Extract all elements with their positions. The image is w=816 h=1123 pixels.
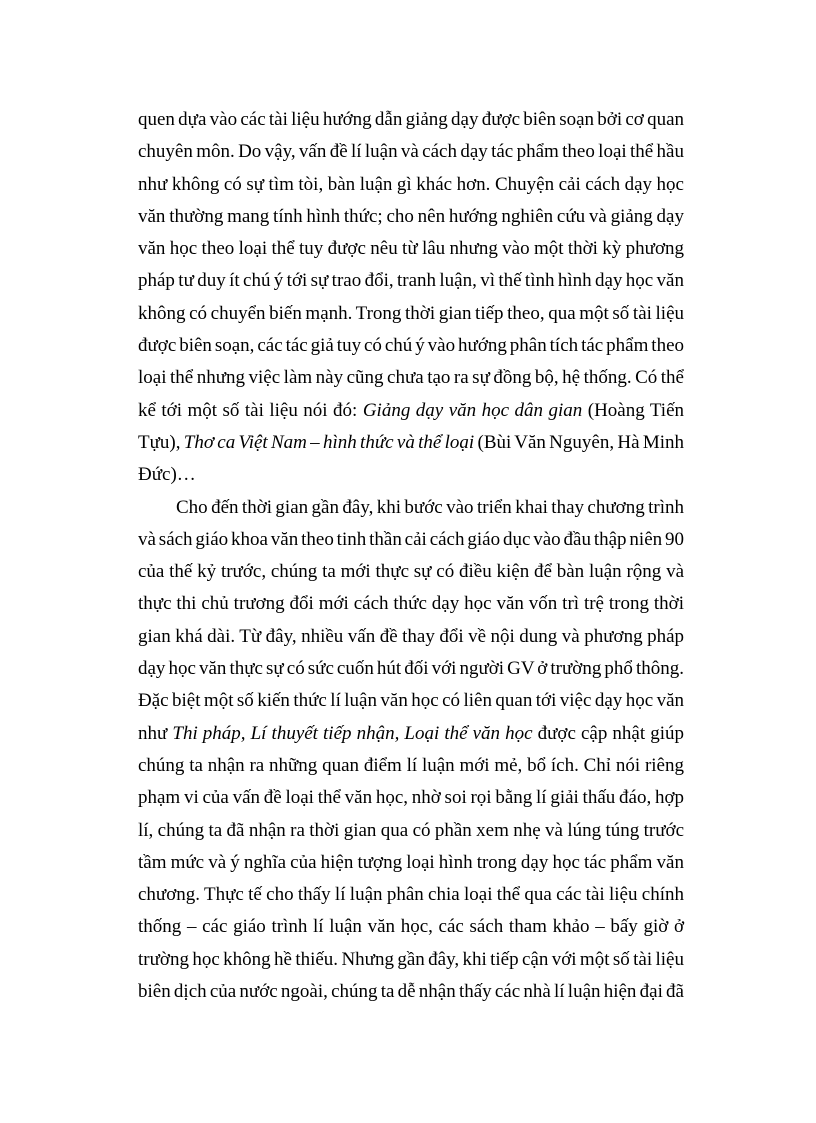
text-segment: được cập nhật giúp [532,722,684,744]
text-line [138,847,684,879]
body-text [138,104,684,1008]
text-segment: thống – các giáo trình lí luận văn học, các sách tham khảo – bấy giờ ở [138,916,684,938]
text-segment: chúng ta nhận ra những quan điểm lí luận mới mẻ, bổ ích. Chỉ nói riêng [138,754,684,776]
text-segment: như không có sự tìm tòi, bàn luận gì khác hơn. Chuyện cải cách dạy học [138,173,684,195]
text-segment: chương. Thực tế cho thấy lí luận phân chia loại thể qua các tài liệu chính [138,884,684,906]
text-line [138,136,684,168]
text-segment: được biên soạn, các tác giả tuy có chú ý vào hướng phân tích tác phẩm theo [138,335,684,357]
italic-title: Giảng dạy văn học dân gian [362,399,583,421]
text-segment: gian khá dài. Từ đây, nhiều vấn đề thay đổi về nội dung và phương pháp [138,625,684,647]
text-segment: dạy học văn thực sự có sức cuốn hút đối với người GV ở trường phổ thông. [138,658,684,680]
text-line [138,911,684,943]
text-segment: thực thi chủ trương đổi mới cách thức dạy học văn vốn trì trệ trong thời [138,593,684,615]
text-line [138,815,684,847]
text-line [138,459,684,491]
text-segment: Đức)… [138,464,196,486]
text-line [138,621,684,653]
text-segment: quen dựa vào các tài liệu hướng dẫn giảng dạy được biên soạn bởi cơ quan [138,109,684,130]
text-line [138,750,684,782]
text-segment: Tựu), [138,431,184,453]
text-segment: (Hoàng Tiến [582,399,684,421]
text-line [138,104,684,136]
text-line [138,588,684,620]
text-segment: trường học không hề thiếu. Nhưng gần đây, khi tiếp cận với một số tài liệu [138,948,684,970]
text-line [138,169,684,201]
text-line [138,976,684,1008]
text-line [138,879,684,911]
text-line [138,330,684,362]
text-line [138,782,684,814]
text-segment: không có chuyển biến mạnh. Trong thời gian tiếp theo, qua một số tài liệu [138,302,684,324]
text-line [138,395,684,427]
text-line [138,233,684,265]
text-segment: như [138,722,173,744]
text-line [138,653,684,685]
text-line [138,524,684,556]
text-line [138,556,684,588]
text-line [138,944,684,976]
text-segment: của thế kỷ trước, chúng ta mới thực sự có điều kiện để bàn luận rộng và [138,561,684,583]
text-segment: pháp tư duy ít chú ý tới sự trao đổi, tranh luận, vì thế tình hình dạy học văn [138,270,684,292]
text-segment: và sách giáo khoa văn theo tinh thần cải cách giáo dục vào đầu thập niên 90 [138,528,684,550]
text-segment: chuyên môn. Do vậy, vấn đề lí luận và cách dạy tác phẩm theo loại thể hầu [138,141,684,163]
italic-title: Thi pháp, Lí thuyết tiếp nhận, Loại thể văn học [172,722,533,744]
text-line [138,718,684,750]
text-segment: Cho đến thời gian gần đây, khi bước vào triển khai thay chương trình [176,496,684,518]
paragraph-first-line [138,492,684,524]
text-segment: văn học theo loại thể tuy được nêu từ lâu nhưng vào một thời kỳ phương [138,238,684,260]
text-segment: lí, chúng ta đã nhận ra thời gian qua có phần xem nhẹ và lúng túng trước [138,819,684,841]
text-line [138,362,684,394]
text-segment: (Bùi Văn Nguyên, Hà Minh [474,431,684,453]
text-line [138,265,684,297]
text-segment: văn thường mang tính hình thức; cho nên hướng nghiên cứu và giảng dạy [138,205,684,227]
text-segment: biên dịch của nước ngoài, chúng ta dễ nhận thấy các nhà lí luận hiện đại đã [138,981,684,1003]
text-line [138,298,684,330]
text-line [138,201,684,233]
text-line [138,427,684,459]
italic-title: Thơ ca Việt Nam – hình thức và thể loại [183,431,475,453]
text-segment: phạm vi của vấn đề loại thể văn học, nhờ soi rọi bằng lí giải thấu đáo, hợp [138,787,684,809]
text-segment: tầm mức và ý nghĩa của hiện tượng loại hình trong dạy học tác phẩm văn [138,851,684,873]
text-segment: loại thể nhưng việc làm này cũng chưa tạo ra sự đồng bộ, hệ thống. Có thể [138,367,684,389]
text-segment: Đặc biệt một số kiến thức lí luận văn học có liên quan tới việc dạy học văn [138,690,684,712]
text-segment: kể tới một số tài liệu nói đó: [138,399,363,421]
text-line [138,685,684,717]
